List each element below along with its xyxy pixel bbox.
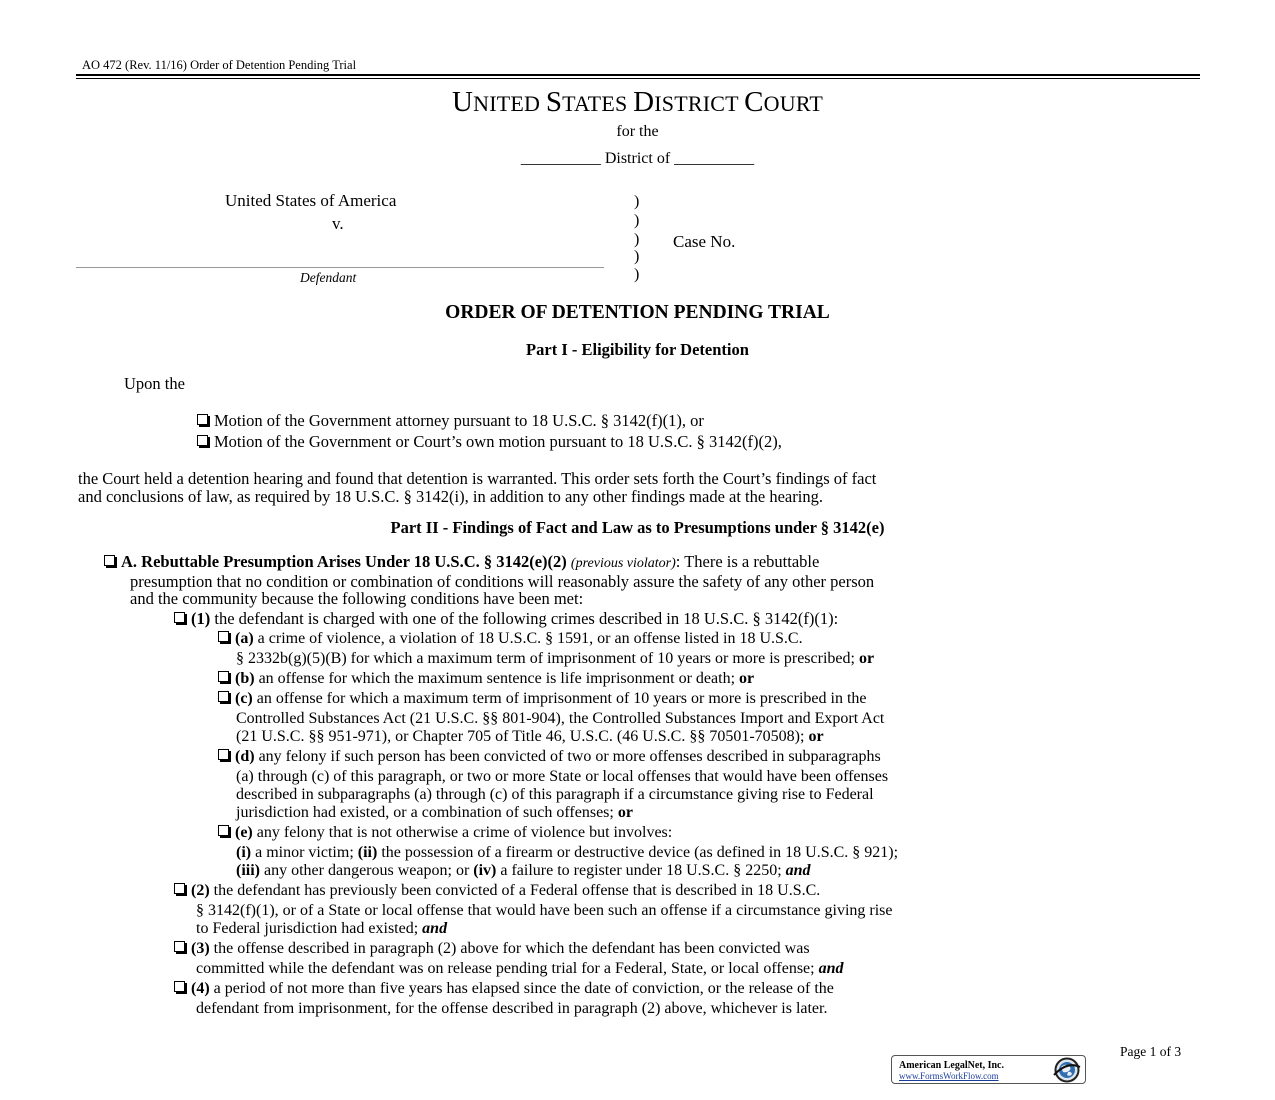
item-1b: (b) an offense for which the maximum sentence is life imprisonment or death; or bbox=[218, 670, 754, 688]
page-number: Page 1 of 3 bbox=[1120, 1044, 1182, 1059]
checkbox-item-1a[interactable] bbox=[218, 631, 229, 642]
checkbox-item-3[interactable] bbox=[174, 941, 185, 952]
item-1d-line-4: jurisdiction had existed, or a combination of such offenses; or bbox=[236, 804, 633, 821]
checkbox-section-a[interactable] bbox=[104, 555, 115, 566]
section-a-heading: A. Rebuttable Presumption Arises Under 18 U.S.C. § 3142(e)(2) (previous violator): There is a rebuttable bbox=[104, 552, 819, 572]
findings-line-1: the Court held a detention hearing and found that detention is warranted. This order sets forth the Court’s findings of fact bbox=[78, 469, 877, 488]
motion-option-1: Motion of the Government attorney pursuant to 18 U.S.C. § 3142(f)(1), or bbox=[197, 411, 704, 431]
part2-heading: Part II - Findings of Fact and Law as to Presumptions under § 3142(e) bbox=[390, 518, 885, 537]
caption-paren: ) bbox=[634, 266, 640, 283]
caption-paren: ) bbox=[634, 231, 640, 248]
item-2-line-2: § 3142(f)(1), or of a State or local offense that would have been such an offense if a circumstance giving rise bbox=[196, 902, 893, 919]
caption-paren: ) bbox=[634, 248, 640, 265]
section-a-line-2: presumption that no condition or combination of conditions will reasonably assure the safety of any other person bbox=[130, 572, 875, 591]
for-the: for the bbox=[616, 123, 659, 140]
checkbox-item-1c[interactable] bbox=[218, 691, 229, 702]
globe-icon bbox=[1050, 1057, 1084, 1083]
item-1e-line-2: (i) a minor victim; (ii) the possession of a firearm or destructive device (as defined in 18 U.S.C. § 921); bbox=[236, 844, 899, 861]
section-a-line-3: and the community because the following conditions have been met: bbox=[130, 589, 584, 608]
item-1a: (a) a crime of violence, a violation of 18 U.S.C. § 1591, or an offense listed in 18 U.S.C. bbox=[218, 630, 803, 648]
checkbox-item-2[interactable] bbox=[174, 883, 185, 894]
checkbox-item-1e[interactable] bbox=[218, 825, 229, 836]
district-line[interactable]: __________ District of __________ bbox=[520, 150, 755, 167]
versus: v. bbox=[332, 214, 344, 233]
item-1d-line-3: described in subparagraphs (a) through (c) of this paragraph if a circumstance giving rise to Federal bbox=[236, 786, 874, 803]
item-2: (2) the defendant has previously been convicted of a Federal offense that is described in 18 U.S.C. bbox=[174, 882, 820, 900]
checkbox-item-1d[interactable] bbox=[218, 749, 229, 760]
item-3: (3) the offense described in paragraph (2) above for which the defendant has been convicted was bbox=[174, 940, 810, 958]
item-4-line-2: defendant from imprisonment, for the offense described in paragraph (2) above, whichever is later. bbox=[196, 1000, 828, 1017]
order-title: ORDER OF DETENTION PENDING TRIAL bbox=[445, 302, 830, 323]
item-3-line-2: committed while the defendant was on release pending trial for a Federal, State, or local offense; and bbox=[196, 960, 844, 977]
item-4: (4) a period of not more than five years has elapsed since the date of conviction, or the release of the bbox=[174, 980, 834, 998]
defendant-name-field[interactable] bbox=[76, 267, 604, 268]
checkbox-motion-2[interactable] bbox=[197, 435, 208, 446]
item-1c-line-3: (21 U.S.C. §§ 951-971), or Chapter 705 of Title 46, U.S.C. (46 U.S.C. §§ 70501-70508); or bbox=[236, 728, 824, 745]
findings-line-2: and conclusions of law, as required by 18 U.S.C. § 3142(i), in addition to any other findings made at the hearing. bbox=[78, 487, 823, 506]
item-1c-line-2: Controlled Substances Act (21 U.S.C. §§ 801-904), the Controlled Substances Import and Export Act bbox=[236, 710, 885, 727]
item-1d: (d) any felony if such person has been convicted of two or more offenses described in subparagraphs bbox=[218, 748, 881, 766]
case-no-field[interactable]: Case No. bbox=[673, 232, 736, 251]
brand-url-link[interactable]: www.FormsWorkFlow.com bbox=[899, 1071, 999, 1081]
item-1a-line-2: § 2332b(g)(5)(B) for which a maximum term of imprisonment of 10 years or more is prescribed; or bbox=[236, 650, 875, 667]
plaintiff-name: United States of America bbox=[225, 191, 397, 210]
court-title: UNITED STATES DISTRICT COURT bbox=[451, 86, 824, 118]
motion-option-2: Motion of the Government or Court’s own motion pursuant to 18 U.S.C. § 3142(f)(2), bbox=[197, 432, 782, 452]
item-1c: (c) an offense for which a maximum term of imprisonment of 10 years or more is prescribed in the bbox=[218, 690, 867, 708]
checkbox-motion-1[interactable] bbox=[197, 414, 208, 425]
form-id: AO 472 (Rev. 11/16) Order of Detention Pending Trial bbox=[82, 58, 357, 72]
checkbox-item-1b[interactable] bbox=[218, 671, 229, 682]
defendant-label: Defendant bbox=[300, 270, 357, 285]
header-rule-thick bbox=[76, 74, 1200, 76]
item-1e-line-3: (iii) any other dangerous weapon; or (iv) a failure to register under 18 U.S.C. § 2250; and bbox=[236, 862, 811, 879]
item-1e: (e) any felony that is not otherwise a crime of violence but involves: bbox=[218, 824, 672, 842]
item-2-line-3: to Federal jurisdiction had existed; and bbox=[196, 920, 448, 937]
header-rule-thin bbox=[76, 78, 1200, 79]
item-1: (1) the defendant is charged with one of the following crimes described in 18 U.S.C. § 3142(f)(1): bbox=[174, 609, 838, 629]
checkbox-item-1[interactable] bbox=[174, 612, 185, 623]
upon-the: Upon the bbox=[124, 374, 185, 393]
item-1d-line-2: (a) through (c) of this paragraph, or two or more State or local offenses that would have been offenses bbox=[236, 768, 889, 785]
part1-heading: Part I - Eligibility for Detention bbox=[526, 340, 749, 359]
brand-name: American LegalNet, Inc. bbox=[899, 1060, 1004, 1071]
brand-badge[interactable] bbox=[891, 1055, 1086, 1084]
checkbox-item-4[interactable] bbox=[174, 981, 185, 992]
caption-paren: ) bbox=[634, 212, 640, 229]
caption-paren: ) bbox=[634, 193, 640, 210]
